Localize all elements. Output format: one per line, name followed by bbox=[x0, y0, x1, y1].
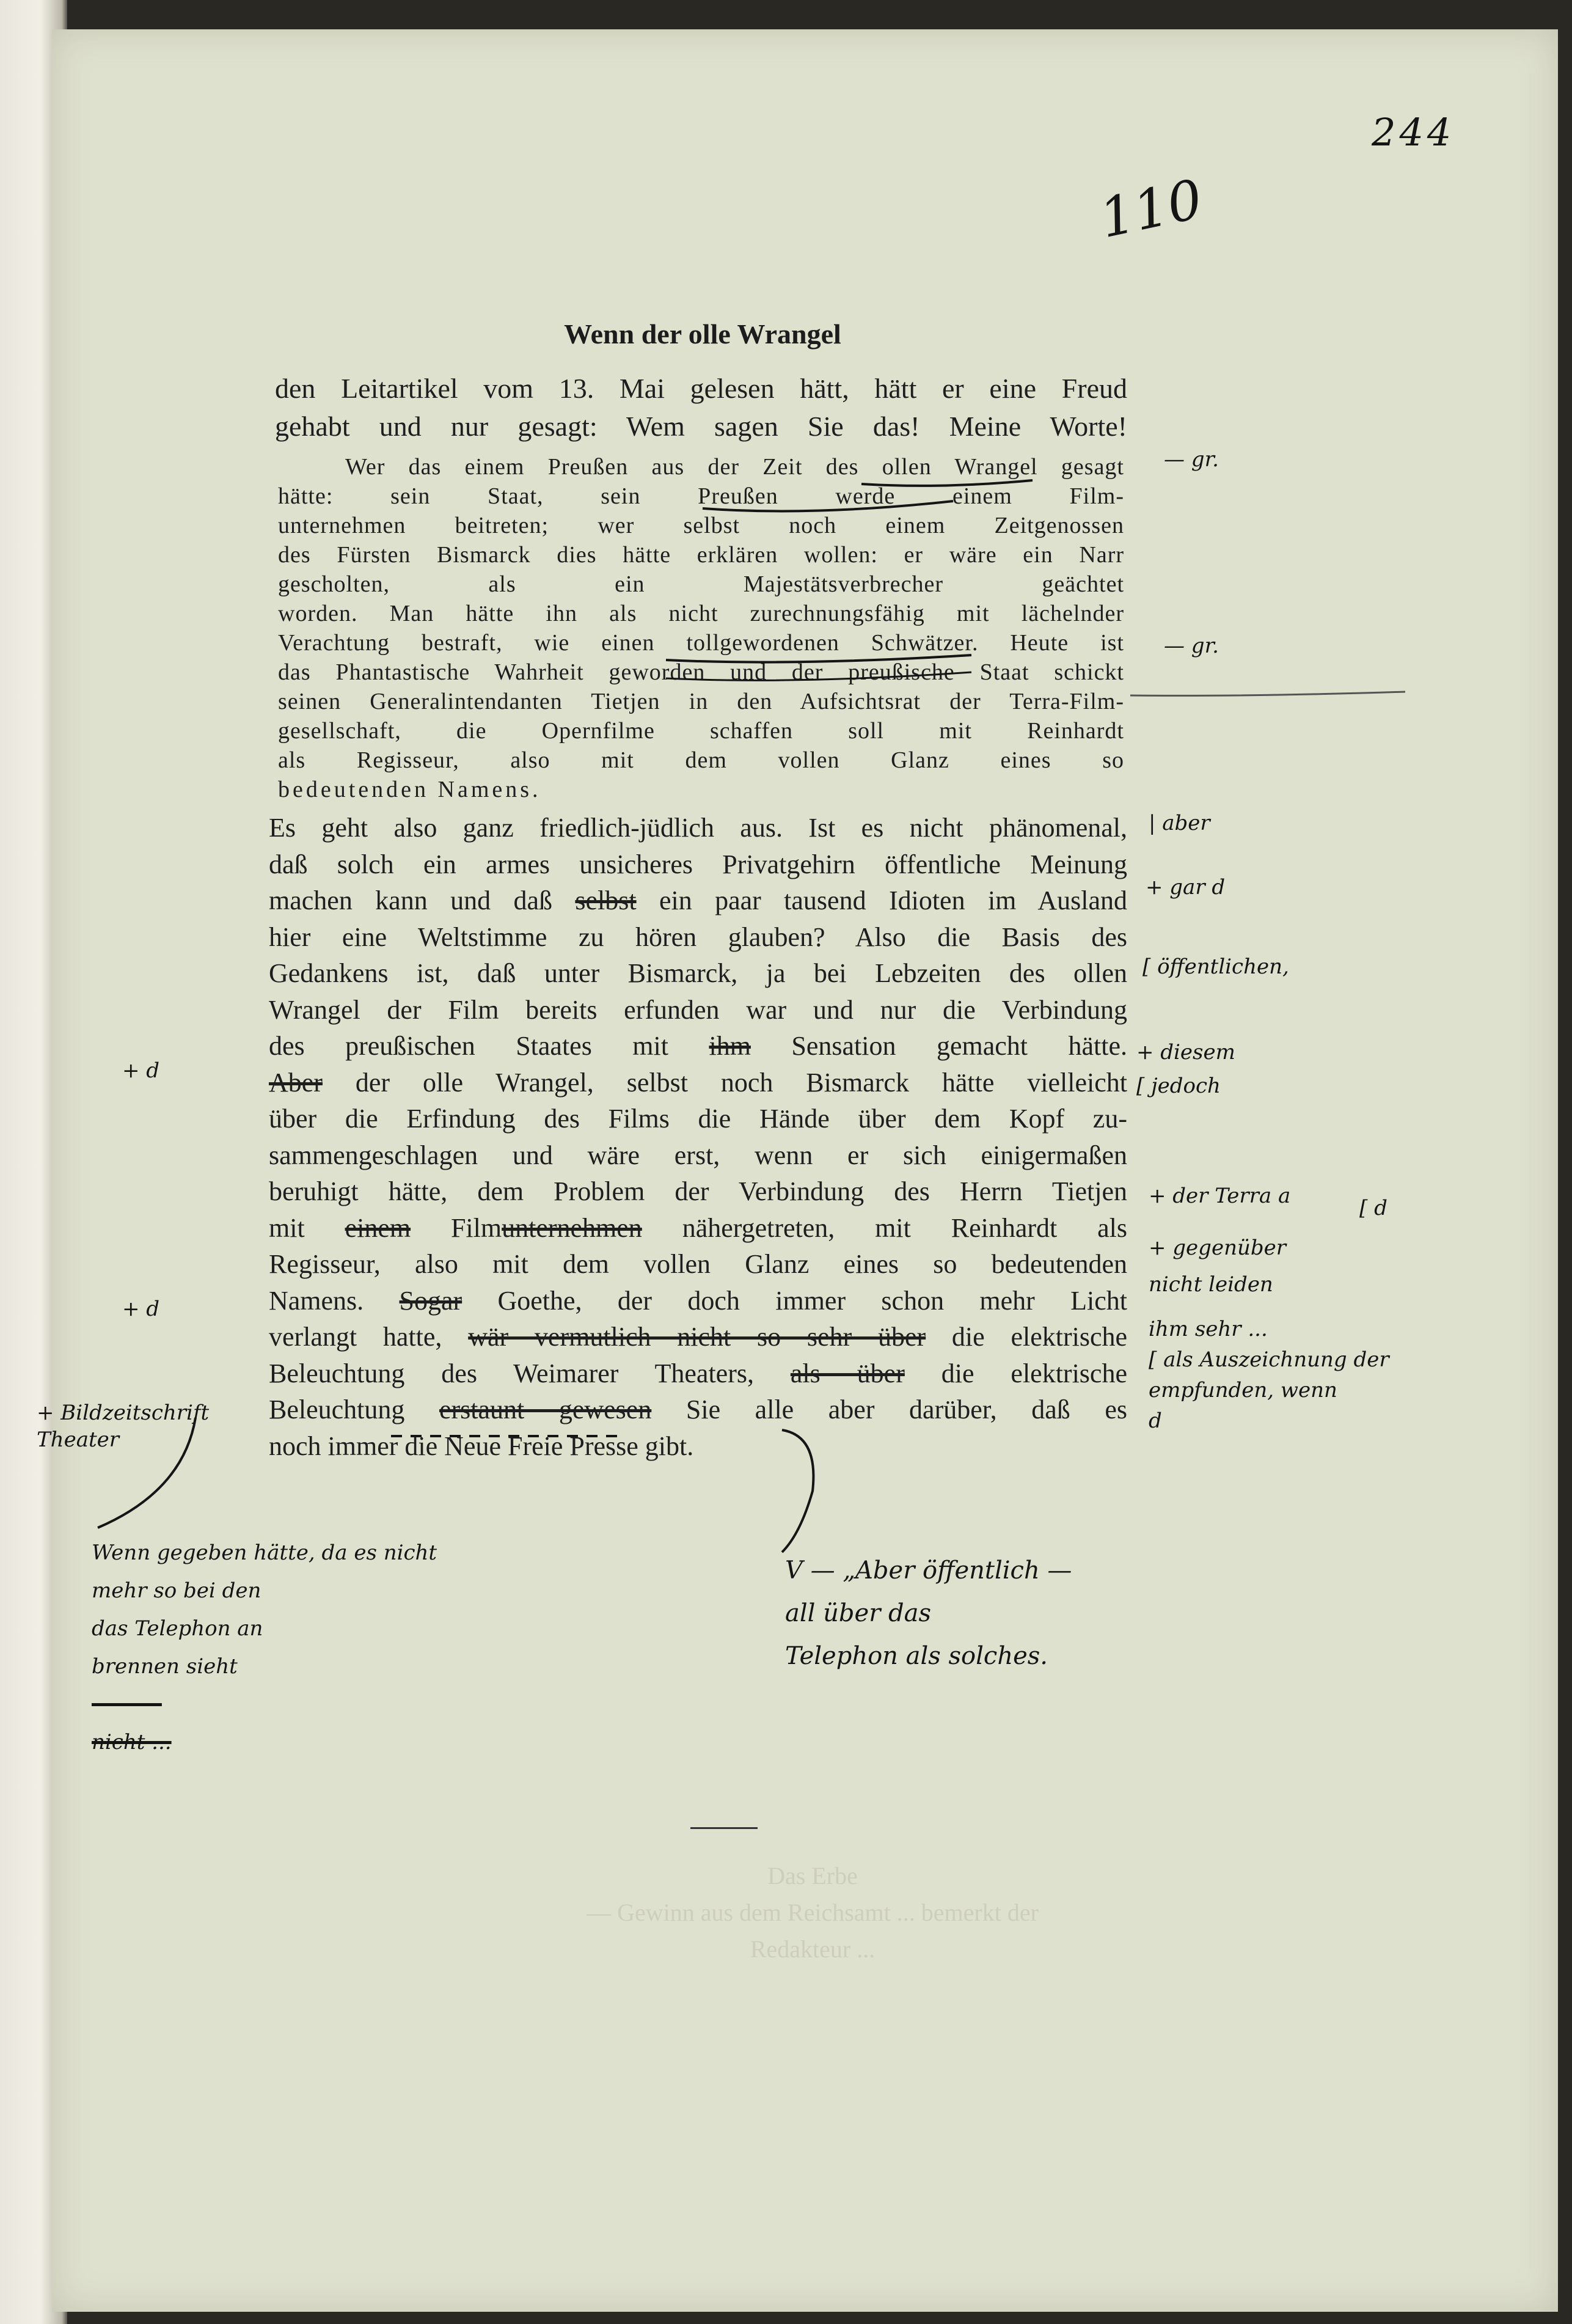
insert-bracket bbox=[782, 1430, 813, 1552]
line-segment: die elektrische bbox=[904, 1358, 1127, 1388]
insert-note-line: das Telephon an bbox=[92, 1616, 263, 1641]
margin-rule-right bbox=[1130, 692, 1405, 695]
quote-line: Verachtung bestraft, wie einen tollgewordenen Schwätzer. Heute ist bbox=[278, 630, 1124, 656]
margin-note: [ jedoch bbox=[1136, 1074, 1221, 1098]
paragraph-line: daß solch ein armes unsicheres Privatgehirn öffentliche Meinung bbox=[269, 849, 1127, 879]
paragraph-line: über die Erfindung des Films die Hände über dem Kopf zu- bbox=[269, 1104, 1127, 1134]
line-segment: Beleuchtung bbox=[269, 1395, 439, 1424]
margin-note-line: empfunden, wenn bbox=[1149, 1378, 1337, 1402]
faded-line: Das Erbe bbox=[767, 1862, 858, 1890]
archive-corner-mark: 110 bbox=[1094, 167, 1208, 251]
struck-text: als über bbox=[790, 1358, 905, 1388]
margin-note: + d bbox=[122, 1058, 160, 1083]
insert-note-line: all über das bbox=[785, 1599, 932, 1627]
underline-werde-einem bbox=[703, 501, 953, 511]
margin-note-line: + Bildzeitschrift bbox=[37, 1401, 210, 1425]
quote-line: seinen Generalintendanten Tietjen in den Aufsichtsrat der Terra-Film- bbox=[278, 689, 1124, 714]
margin-note-line: d bbox=[1149, 1409, 1162, 1433]
quote-line: unternehmen beitreten; wer selbst noch einem Zeitgenossen bbox=[278, 513, 1124, 538]
insert-note-line: V — „Aber öffentlich — bbox=[785, 1556, 1072, 1585]
underline-geworden bbox=[666, 672, 971, 680]
quote-line: bedeutenden Namens. bbox=[278, 777, 541, 802]
margin-note: [ öffentlichen, bbox=[1142, 955, 1289, 979]
line-segment: nähergetreten, mit Reinhardt als bbox=[642, 1212, 1127, 1243]
line-segment: verlangt hatte, bbox=[269, 1322, 469, 1352]
line-segment: machen kann und daß bbox=[269, 885, 576, 915]
struck-text: Sogar bbox=[399, 1285, 462, 1316]
struck-text: Aber bbox=[269, 1067, 323, 1098]
quote-line: des Fürsten Bismarck dies hätte erklären wollen: er wäre ein Narr bbox=[278, 542, 1124, 568]
struck-text: einem bbox=[345, 1212, 411, 1243]
line-segment: mit bbox=[269, 1212, 345, 1243]
underline-ollen-wrangel bbox=[861, 480, 1033, 486]
page-number: 244 bbox=[1372, 110, 1455, 155]
insert-note-line: ---------- bbox=[92, 1692, 162, 1717]
margin-note: + der Terra a bbox=[1149, 1184, 1291, 1208]
quote-line: Wer das einem Preußen aus der Zeit des ollen Wrangel gesagt bbox=[345, 454, 1124, 480]
margin-note: — gr. bbox=[1164, 634, 1219, 658]
line-segment: ein paar tausend Idioten im Ausland bbox=[636, 885, 1127, 915]
insert-bracket-left bbox=[98, 1418, 196, 1528]
paragraph-line: hier eine Weltstimme zu hören glauben? Also die Basis des bbox=[269, 922, 1127, 952]
quote-line: das Phantastische Wahrheit geworden und der preußische Staat schickt bbox=[278, 659, 1124, 685]
line-segment: des preußischen Staates mit bbox=[269, 1031, 709, 1061]
paragraph-line: noch immer die Neue Freie Presse gibt. bbox=[269, 1431, 694, 1461]
margin-note-line: ihm sehr ... bbox=[1149, 1317, 1268, 1341]
margin-note: | aber bbox=[1149, 811, 1210, 835]
struck-text: selbst bbox=[575, 885, 637, 915]
line-segment: die elektrische bbox=[926, 1322, 1128, 1352]
margin-note: [ d bbox=[1359, 1196, 1387, 1220]
struck-text: wär vermutlich nicht so sehr über bbox=[468, 1322, 926, 1352]
insert-note-line: Wenn gegeben hätte, da es nicht bbox=[92, 1541, 437, 1565]
struck-text: erstaunt gewesen bbox=[439, 1395, 652, 1424]
faded-line: — Gewinn aus dem Reichsamt ... bemerkt der Redakteur ... bbox=[587, 1899, 1039, 1963]
margin-note-line: Theater bbox=[37, 1428, 120, 1452]
margin-note: + diesem bbox=[1136, 1040, 1235, 1065]
insert-note-line: Telephon als solches. bbox=[785, 1642, 1048, 1670]
margin-note: + gar d bbox=[1146, 875, 1226, 900]
struck-text: ihm bbox=[709, 1031, 751, 1061]
article-title: Wenn der olle Wrangel bbox=[564, 318, 841, 350]
line-segment: Namens. bbox=[269, 1285, 400, 1316]
margin-note: + gegenüber bbox=[1149, 1236, 1287, 1260]
quote-line: gesellschaft, die Opernfilme schaffen soll mit Reinhardt bbox=[278, 718, 1124, 744]
margin-note-line: [ als Auszeichnung der bbox=[1149, 1347, 1389, 1372]
insert-note-line: nicht ... bbox=[92, 1730, 172, 1754]
quote-line: als Regisseur, also mit dem vollen Glanz eines so bbox=[278, 747, 1124, 773]
margin-note: nicht leiden bbox=[1149, 1272, 1273, 1297]
quote-line: worden. Man hätte ihn als nicht zurechnungsfähig mit lächelnder bbox=[278, 601, 1124, 626]
line-segment: Sie alle aber darüber, daß es bbox=[651, 1395, 1127, 1424]
margin-note: + d bbox=[122, 1297, 160, 1321]
paragraph-line: beruhigt hätte, dem Problem der Verbindung des Herrn Tietjen bbox=[269, 1176, 1127, 1206]
insert-note-line: mehr so bei den bbox=[92, 1578, 261, 1603]
line-segment: Film bbox=[411, 1212, 502, 1243]
insert-note-line: brennen sieht bbox=[92, 1654, 238, 1679]
line-segment: Beleuchtung des Weimarer Theaters, bbox=[269, 1358, 791, 1388]
underline-tollgewordenen bbox=[666, 655, 971, 662]
lede-line: den Leitartikel vom 13. Mai gelesen hätt, hätt er eine Freud bbox=[275, 373, 1127, 404]
paragraph-line: sammengeschlagen und wäre erst, wenn er sich einigermaßen bbox=[269, 1140, 1127, 1170]
paragraph-line: Wrangel der Film bereits erfunden war und nur die Verbindung bbox=[269, 994, 1127, 1025]
quote-line: hätte: sein Staat, sein Preußen werde einem Film- bbox=[278, 483, 1124, 509]
paragraph-line: Es geht also ganz friedlich-jüdlich aus. Ist es nicht phänomenal, bbox=[269, 813, 1127, 843]
paragraph-line: Regisseur, also mit dem vollen Glanz eines so bedeutenden bbox=[269, 1249, 1127, 1279]
struck-text: unternehmen bbox=[502, 1212, 642, 1243]
quote-line: gescholten, als ein Majestätsverbrecher geächtet bbox=[278, 571, 1124, 597]
margin-note: — gr. bbox=[1164, 447, 1219, 472]
line-segment: der olle Wrangel, selbst noch Bismarck hätte vielleicht bbox=[322, 1067, 1127, 1098]
lede-line: gehabt und nur gesagt: Wem sagen Sie das! Meine Worte! bbox=[275, 411, 1127, 442]
paragraph-line: Gedankens ist, daß unter Bismarck, ja bei Lebzeiten des ollen bbox=[269, 958, 1127, 988]
line-segment: Sensation gemacht hätte. bbox=[750, 1031, 1128, 1061]
line-segment: Goethe, der doch immer schon mehr Licht bbox=[462, 1285, 1127, 1316]
